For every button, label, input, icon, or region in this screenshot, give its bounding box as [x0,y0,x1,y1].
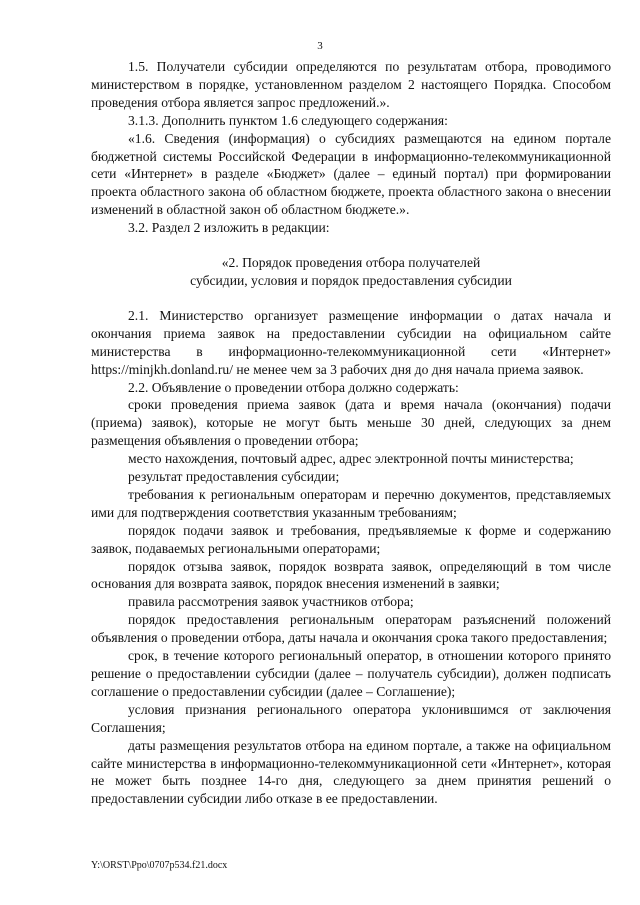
list-item-review-rules: правила рассмотрения заявок участников отбора; [128,594,414,610]
section-heading [91,254,611,290]
document-body [91,58,611,808]
list-item-deadlines: сроки проведения приема заявок (дата и время начала (окончания) подачи (приема) заявок), которые не могут быть меньше 30 дней, следующих за днем размещения объявления о проведении отбора; [91,397,611,449]
file-path-footer: Y:\ORST\Ppo\0707p534.f21.docx [91,860,228,871]
list-item-requirements: требования к региональным операторам и перечню документов, представляемых ими для подтверждения соответствия указанным требованиям; [91,486,611,520]
list-item-signing-term: срок, в течение которого региональный оператор, в отношении которого принято решение о предоставлении субсидии (далее – получатель субсидии), должен подписать соглашение о предоставлении субсидии (далее – Соглашение); [91,648,611,699]
paragraph-2-1: 2.1. Министерство организует размещение информации о датах начала и окончания приема заявок на предоставлении субсидии на официальном сайте министерства в информационно-телекоммуникационной сети «Интернет» https://minjkh.donland.ru/ не менее чем за 3 рабочих дня до дня начала приема заявок. [91,307,611,377]
paragraph-1-6: «1.6. Сведения (информация) о субсидиях размещаются на едином портале бюджетной системы Российской Федерации в информационно-телекоммуникационной сети «Интернет» в разделе «Бюджет» (далее – единый портал) при формировании проекта областного закона об областном бюджете, проекта областного закона о внесении изменений в областной закон об областном бюджете.». [91,130,611,218]
list-item-publication-dates: даты размещения результатов отбора на едином портале, а также на официальном сайте министерства в информационно-телекоммуникационной сети «Интернет», которая не может быть позднее 14-го дня, следующего за днем принятия решений о предоставлении субсидии либо отказе в ее предоставлении. [91,737,611,807]
section-heading-line-1: «2. Порядок проведения отбора получателей [221,255,481,271]
list-item-submission: порядок подачи заявок и требования, предъявляемые к форме и содержанию заявок, подаваемых региональными операторами; [91,522,611,556]
section-heading-line-2: субсидии, условия и порядок предоставления субсидии [190,272,512,288]
paragraph-1-5: 1.5. Получатели субсидии определяются по результатам отбора, проводимого министерством в порядке, установленном разделом 2 настоящего Порядка. Способом проведения отбора является запрос предложений.». [91,59,611,110]
list-item-clarifications: порядок предоставления региональным операторам разъяснений положений объявления о проведении отбора, даты начала и окончания срока такого предоставления; [91,612,611,646]
list-item-address: место нахождения, почтовый адрес, адрес электронной почты министерства; [128,451,574,467]
paragraph-2-2: 2.2. Объявление о проведении отбора должно содержать: [128,379,459,395]
list-item-result: результат предоставления субсидии; [128,469,340,485]
list-item-withdrawal: порядок отзыва заявок, порядок возврата заявок, определяющий в том числе основания для возврата заявок, порядок внесения изменений в заявки; [91,558,611,592]
list-item-evasion: условия признания регионального оператора уклонившимся от заключения Соглашения; [91,701,611,735]
paragraph-3-1-3: 3.1.3. Дополнить пунктом 1.6 следующего содержания: [128,112,448,128]
paragraph-3-2: 3.2. Раздел 2 изложить в редакции: [128,220,330,236]
page-number: 3 [317,40,323,52]
